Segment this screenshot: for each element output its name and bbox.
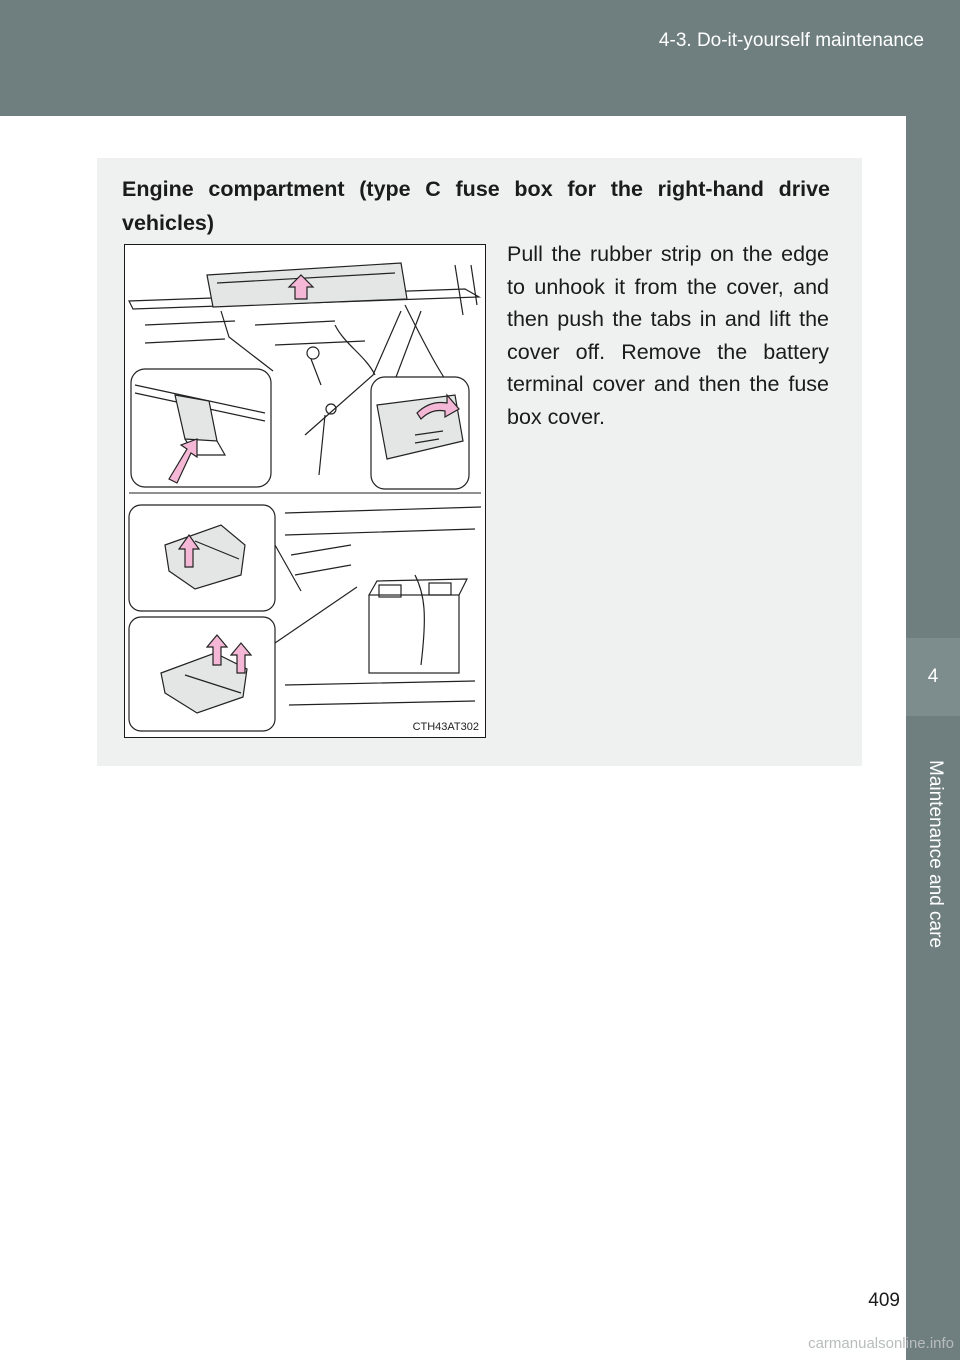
engine-line-drawing [125,245,485,737]
section-title: 4-3. Do-it-yourself maintenance [658,30,924,51]
panel-title: Engine compartment (type C fuse box for the right-hand drive vehicles) [122,177,830,235]
page-header [0,0,960,116]
chapter-label: Maintenance and care [925,760,946,949]
instruction-text: Pull the rubber strip on the edge to unhook it from the cover, and then push the tabs in and lift the cover off. Remove the battery terminal cover and then the fuse box cover. [507,242,829,429]
chapter-side-tab [906,116,960,1360]
figure-code: CTH43AT302 [412,721,479,733]
watermark: carmanualsonline.info [808,1335,954,1352]
chapter-number: 4 [906,638,960,716]
engine-illustration [124,244,486,738]
page-number: 409 [868,1290,900,1311]
